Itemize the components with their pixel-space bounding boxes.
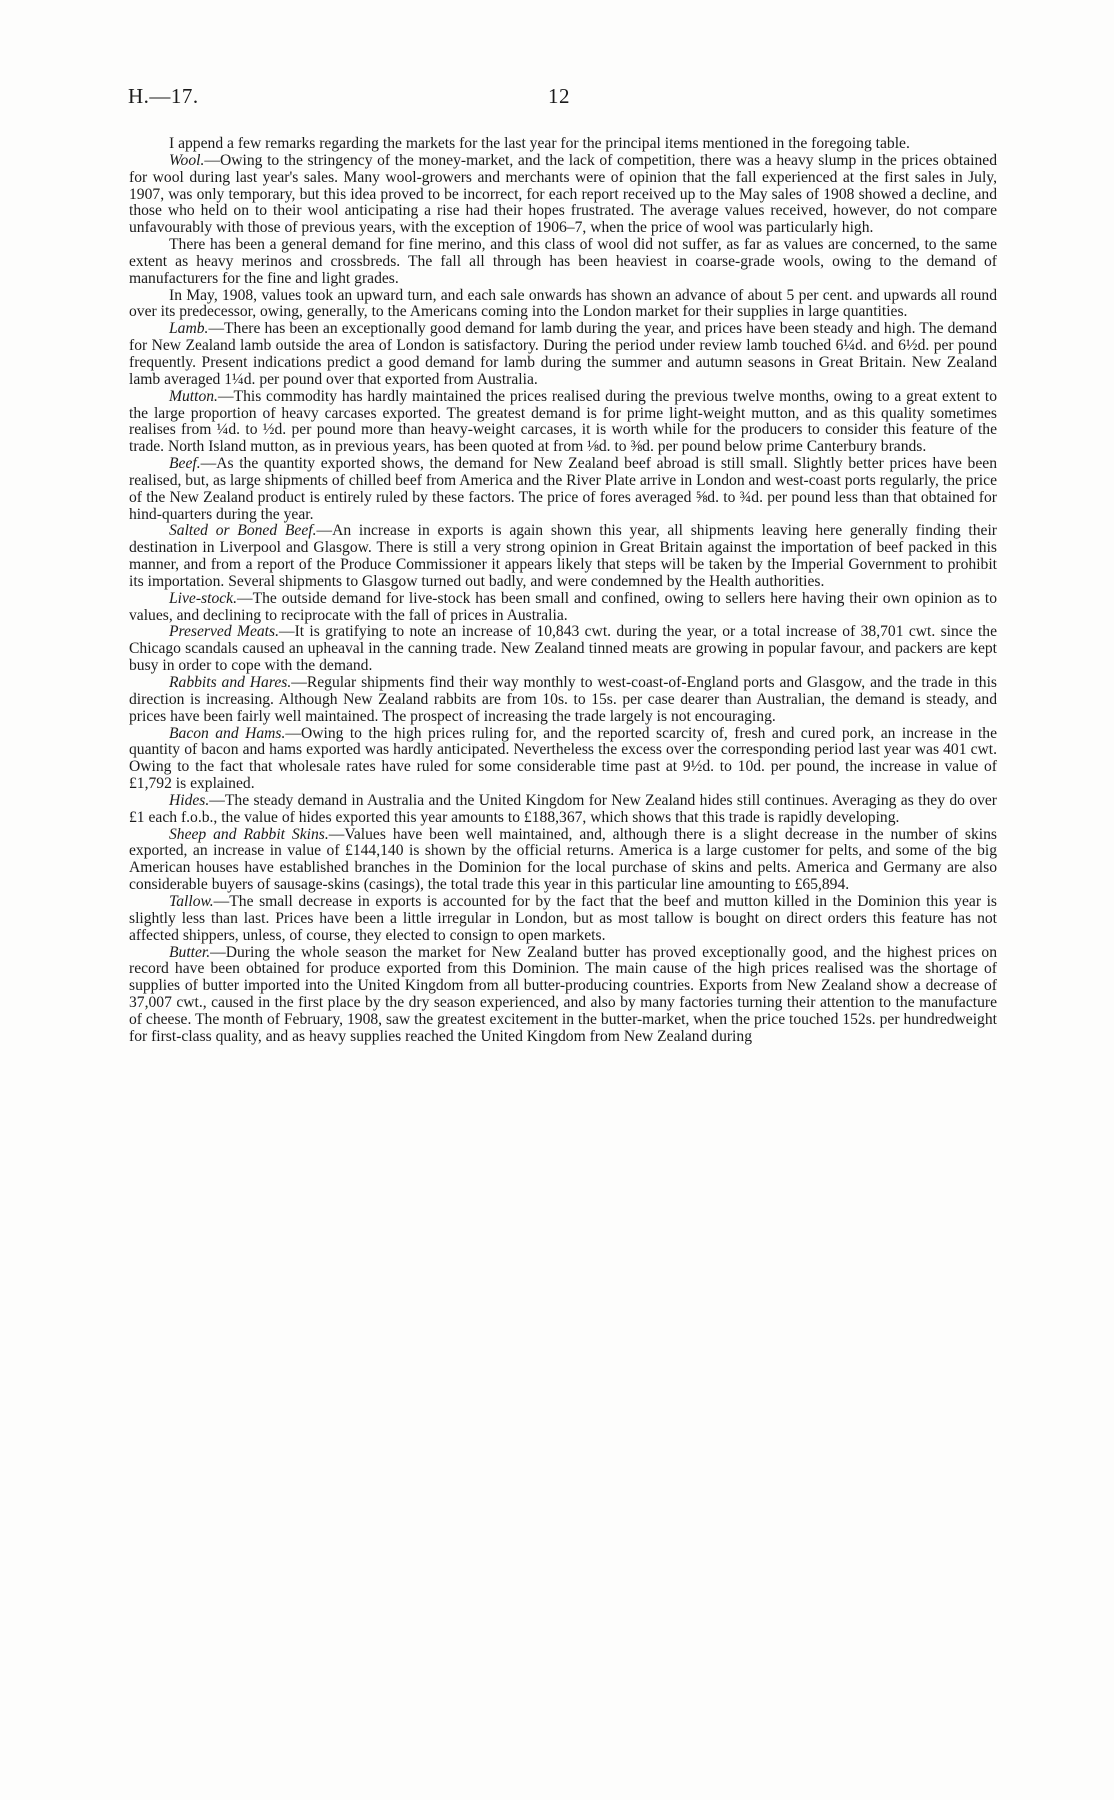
paragraph-wool-may: In May, 1908, values took an upward turn, and each sale onwards has shown an advance of about 5 per cent. and upwards all round over its predecessor, owing, generally, to the Americans coming into the London market for their supplies in large quantities.	[129, 286, 997, 321]
paragraph-live-stock: Live-stock.—The outside demand for live-stock has been small and confined, owing to sellers here having their own opinion as to values, and declining to reciprocate with the fall of prices in Australia.	[129, 589, 997, 624]
paragraph-mutton: Mutton.—This commodity has hardly maintained the prices realised during the previous twelve months, owing to a great extent to the large proportion of heavy carcases exported. The greatest demand is for prime light-weight mutton, and as this quality sometimes realises from ¼d. to ½d. per pound more than heavy-weight carcases, it is worth while for the producers to consider this feature of the trade. North Island mutton, as in previous years, has been quoted at from ⅛d. to ⅜d. per pound below prime Canterbury brands.	[129, 387, 997, 456]
section-heading: Beef.	[169, 455, 201, 473]
report-body	[129, 136, 997, 1046]
section-heading: Mutton.	[169, 387, 218, 405]
section-heading: Wool.	[169, 151, 205, 169]
document-reference: H.—17.	[128, 84, 199, 108]
section-heading: Hides.	[169, 791, 210, 809]
paragraph-salted-beef: Salted or Boned Beef.—An increase in exports is again shown this year, all shipments leaving here generally finding their destination in Liverpool and Glasgow. There is still a very strong opinion in Great Britain against the importation of beef packed in this manner, and from a report of the Produce Commissioner it appears likely that steps will be taken by the Imperial Government to prohibit its importation. Several shipments to Glasgow turned out badly, and were condemned by the Health authorities.	[129, 522, 997, 590]
section-heading: Bacon and Hams.	[169, 724, 286, 742]
section-heading: Butter.	[169, 943, 211, 961]
section-heading: Salted or Boned Beef.	[169, 522, 317, 540]
paragraph-tallow: Tallow.—The small decrease in exports is accounted for by the fact that the beef and mutton killed in the Dominion this year is slightly less than last. Prices have been a little irregular in London, but as most tallow is bought on direct orders this feature has not affected shippers, unless, of course, they elected to consign to open markets.	[129, 892, 997, 944]
section-heading: Preserved Meats.	[169, 623, 279, 641]
paragraph-lamb: Lamb.—There has been an exceptionally good demand for lamb during the year, and prices have been steady and high. The demand for New Zealand lamb outside the area of London is satisfactory. During the period under review lamb touched 6¼d. and 6½d. per pound frequently. Present indications predict a good demand for lamb during the summer and autumn seasons in Great Britain. New Zealand lamb averaged 1¼d. per pound over that exported from Australia.	[129, 320, 997, 388]
paragraph-bacon-hams: Bacon and Hams.—Owing to the high prices ruling for, and the reported scarcity of, fresh and cured pork, an increase in the quantity of bacon and hams exported was hardly anticipated. Nevertheless the excess over the corresponding period last year was 401 cwt. Owing to the fact that wholesale rates have ruled for some considerable time past at 9½d. to 10d. per pound, the increase in value of £1,792 is explained.	[129, 724, 998, 793]
paragraph-beef: Beef.—As the quantity exported shows, the demand for New Zealand beef abroad is still small. Slightly better prices have been realised, but, as large shipments of chilled beef from America and the River Plate arrive in London and west-coast ports regularly, the price of the New Zealand product is entirely ruled by these factors. The price of fores averaged ⅝d. to ¾d. per pound less than that obtained for hind-quarters during the year.	[129, 455, 997, 523]
page-header	[128, 84, 998, 110]
paragraph-wool-merino: There has been a general demand for fine merino, and this class of wool did not suffer, as far as values are concerned, to the same extent as heavy merinos and crossbreds. The fall all through has been heaviest in coarse-grade wools, owing to the demand of manufacturers for the fine and light grades.	[129, 236, 997, 287]
section-heading: Tallow.	[169, 892, 214, 910]
section-heading: Lamb.	[169, 320, 209, 338]
paragraph-rabbits-hares: Rabbits and Hares.—Regular shipments find their way monthly to west-coast-of-England ports and Glasgow, and the trade in this direction is increasing. Although New Zealand rabbits are from 10s. to 15s. per case dearer than Australian, the demand is steady, and prices have been fairly well maintained. The prospect of increasing the trade largely is not encouraging.	[129, 674, 997, 725]
section-heading: Rabbits and Hares.	[169, 674, 292, 691]
paragraph-butter: Butter.—During the whole season the market for New Zealand butter has proved exceptionally good, and the highest prices on record have been obtained for produce exported from this Dominion. The main cause of the high prices realised was the shortage of supplies of butter imported into the United Kingdom from all butter-producing countries. Exports from New Zealand show a decrease of 37,007 cwt., caused in the first place by the dry season experienced, and also by many factories turning their attention to the manufacture of cheese. The month of February, 1908, saw the greatest excitement in the butter-market, when the price touched 152s. per hundredweight for first-class quality, and as heavy supplies reached the United Kingdom from New Zealand during	[129, 943, 997, 1045]
paragraph-sheep-rabbit-skins: Sheep and Rabbit Skins.—Values have been well maintained, and, although there is a slight decrease in the number of skins exported, an increase in value of £144,140 is shown by the official returns. America is a large customer for pelts, and some of the big American houses have established branches in the Dominion for the local purchase of skins and pelts. America and Germany are also considerable buyers of sausage-skins (casings), the total trade this year in this particular line amounting to £65,894.	[129, 825, 997, 894]
section-heading: Live-stock.	[169, 589, 237, 607]
paragraph-hides: Hides.—The steady demand in Australia and the United Kingdom for New Zealand hides still continues. Averaging as they do over £1 each f.o.b., the value of hides exported this year amounts to £188,367, which shows that this trade is rapidly developing.	[129, 791, 997, 826]
paragraph-preserved-meats: Preserved Meats.—It is gratifying to note an increase of 10,843 cwt. during the year, or a total increase of 38,701 cwt. since the Chicago scandals caused an upheaval in the canning trade. New Zealand tinned meats are growing in popular favour, and packers are kept busy in order to cope with the demand.	[129, 623, 997, 675]
page-number: 12	[548, 84, 570, 108]
section-heading: Sheep and Rabbit Skins.	[169, 825, 329, 843]
paragraph-wool: Wool.—Owing to the stringency of the money-market, and the lack of competition, there was a heavy slump in the prices obtained for wool during last year's sales. Many wool-growers and merchants were of opinion that the fall experienced at the first sales in July, 1907, was only temporary, but this idea proved to be incorrect, for each report received up to the May sales of 1908 showed a decline, and those who held on to their wool anticipating a rise had their hopes frustrated. The average values received, however, do not compare unfavourably with those of previous years, with the exception of 1906–7, when the price of wool was particularly high.	[129, 151, 997, 237]
paragraph-intro: I append a few remarks regarding the markets for the last year for the principal items mentioned in the foregoing table.	[169, 135, 910, 152]
